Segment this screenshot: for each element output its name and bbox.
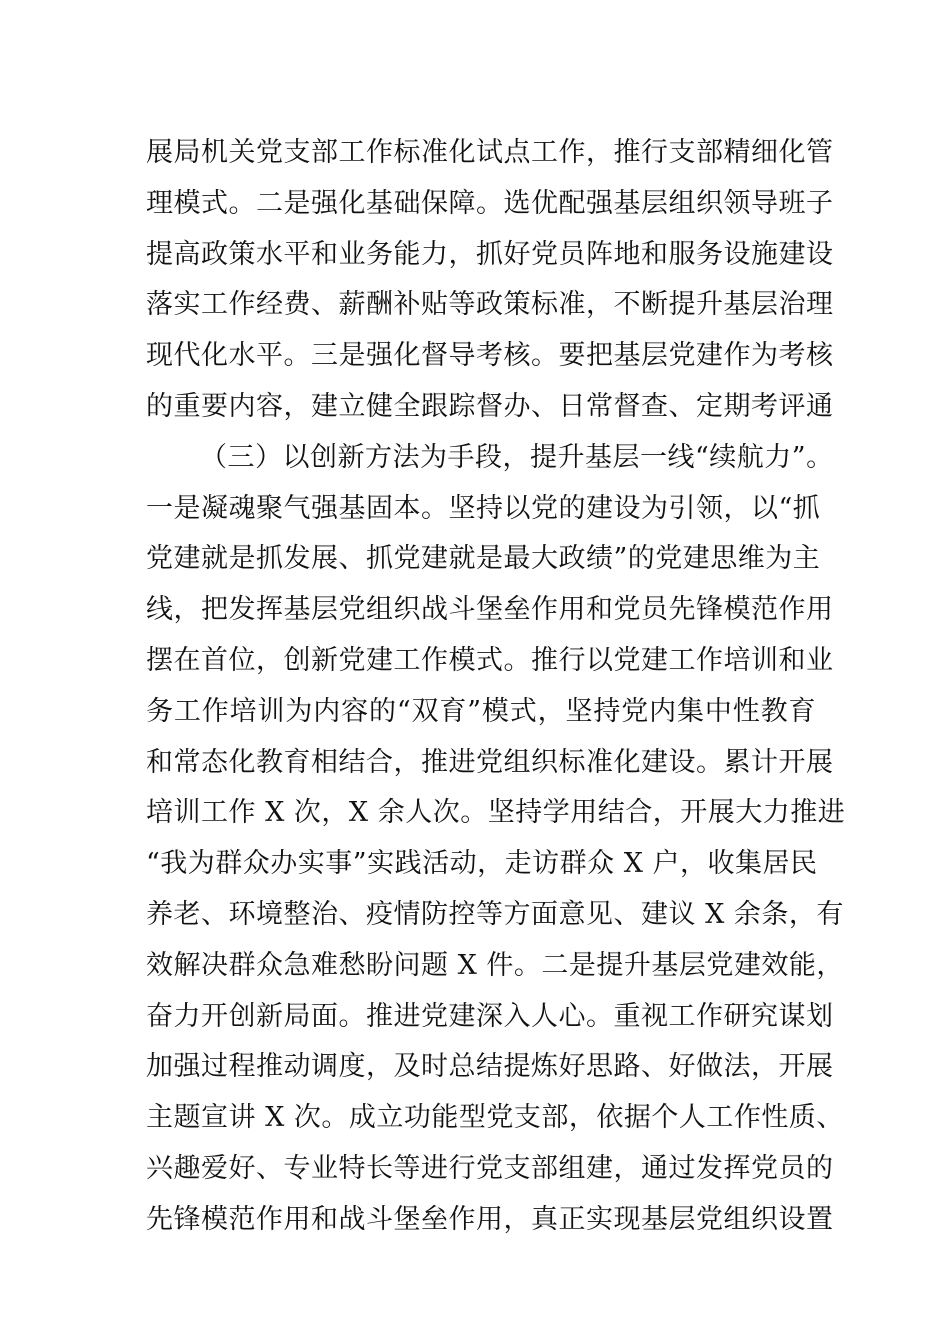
text-line: 提高政策水平和业务能力，抓好党员阵地和服务设施建设 — [146, 238, 834, 270]
text-line: 理模式。二是强化基础保障。选优配强基层组织领导班子 — [146, 187, 834, 219]
text-line: 加强过程推动调度，及时总结提炼好思路、好做法，开展 — [146, 1051, 834, 1083]
text-line: 展局机关党支部工作标准化试点工作，推行支部精细化管 — [146, 137, 834, 168]
text-line: 和常态化教育相结合，推进党组织标准化建设。累计开展 — [146, 746, 834, 778]
text-line: 线，把发挥基层党组织战斗堡垒作用和党员先锋模范作用 — [146, 594, 834, 626]
section-heading-line: （三）以创新方法为手段，提升基层一线“续航力”。 — [200, 441, 834, 473]
text-line: 培训工作 X 次，X 余人次。坚持学用结合，开展大力推进 — [146, 797, 846, 829]
text-line: 养老、环境整治、疫情防控等方面意见、建议 X 余条，有 — [146, 898, 844, 930]
text-line: 党建就是抓发展、抓党建就是最大政绩”的党建思维为主 — [146, 543, 821, 575]
text-line: 效解决群众急难愁盼问题 X 件。二是提升基层党建效能， — [146, 949, 844, 981]
text-line: 落实工作经费、薪酬补贴等政策标准，不断提升基层治理 — [146, 289, 834, 321]
text-line: 奋力开创新局面。推进党建深入人心。重视工作研究谋划 — [146, 1000, 834, 1032]
text-line: 现代化水平。三是强化督导考核。要把基层党建作为考核 — [146, 340, 834, 372]
body-text — [146, 128, 846, 1246]
text-line: 的重要内容，建立健全跟踪督办、日常督查、定期考评通 — [146, 390, 834, 422]
text-line: 一是凝魂聚气强基固本。坚持以党的建设为引领，以“抓 — [146, 492, 821, 524]
text-line: 摆在首位，创新党建工作模式。推行以党建工作培训和业 — [146, 644, 834, 676]
text-line: “我为群众办实事”实践活动，走访群众 X 户，收集居民 — [146, 848, 818, 880]
text-line: 先锋模范作用和战斗堡垒作用，真正实现基层党组织设置 — [146, 1203, 834, 1235]
text-line: 兴趣爱好、专业特长等进行党支部组建，通过发挥党员的 — [146, 1152, 834, 1184]
text-line: 主题宣讲 X 次。成立功能型党支部，依据个人工作性质、 — [146, 1102, 844, 1134]
text-line: 务工作培训为内容的“双育”模式，坚持党内集中性教育 — [146, 695, 816, 727]
